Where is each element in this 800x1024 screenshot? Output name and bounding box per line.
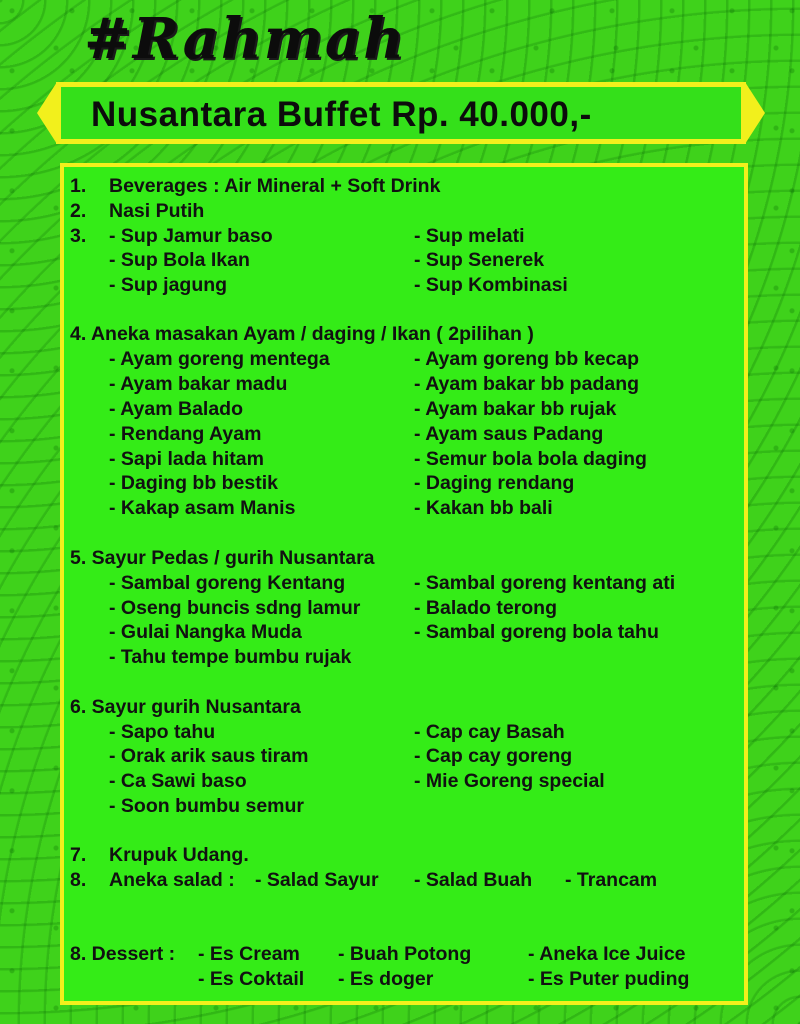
list-item: - Es Cream [198,943,300,965]
list-item: - Ayam goreng bb kecap [414,348,640,370]
list-item: - Rendang Ayam [109,423,262,445]
section-1-number: 1. [70,175,87,197]
list-item: - Daging rendang [414,472,575,494]
list-item: - Cap cay Basah [414,721,565,743]
list-item: - Sup Jamur baso [109,225,273,247]
list-item: - Sup Senerek [414,249,545,271]
banner-title: Nusantara Buffet Rp. 40.000,- [91,95,592,134]
list-item: - Aneka Ice Juice [528,943,686,965]
title-banner [56,82,746,144]
list-item: - Soon bumbu semur [109,795,304,817]
section-2-number: 2. [70,200,87,222]
section-6-title: 6. Sayur gurih Nusantara [70,696,301,718]
list-item: - Trancam [565,869,658,891]
list-item: - Es doger [338,968,434,990]
section-8-label: Aneka salad : [109,869,235,891]
section-7-number: 7. [70,844,87,866]
list-item: - Ayam Balado [109,398,244,420]
list-item: - Gulai Nangka Muda [109,621,302,643]
section-1-text: Beverages : Air Mineral + Soft Drink [109,175,441,197]
list-item: - Sapi lada hitam [109,448,264,470]
list-item: - Ayam bakar bb rujak [414,398,617,420]
list-item: - Sup melati [414,225,525,247]
list-item: - Es Puter puding [528,968,690,990]
list-item: - Cap cay goreng [414,745,573,767]
list-item: - Ayam goreng mentega [109,348,330,370]
list-item: - Mie Goreng special [414,770,605,792]
list-item: - Ca Sawi baso [109,770,247,792]
list-item: - Sup Kombinasi [414,274,568,296]
list-item: - Kakap asam Manis [109,497,296,519]
list-item: - Ayam bakar bb padang [414,373,640,395]
list-item: - Es Coktail [198,968,305,990]
list-item: - Sapo tahu [109,721,216,743]
list-item: - Kakan bb bali [414,497,553,519]
list-item: - Sup Bola Ikan [109,249,250,271]
brand-logo-text: #Rahmah [84,6,406,72]
section-7-text: Krupuk Udang. [109,844,249,866]
list-item: - Oseng buncis sdng lamur [109,597,361,619]
section-5-title: 5. Sayur Pedas / gurih Nusantara [70,547,375,569]
section-2-text: Nasi Putih [109,200,205,222]
list-item: - Balado terong [414,597,558,619]
list-item: - Salad Buah [414,869,533,891]
list-item: - Salad Sayur [255,869,379,891]
list-item: - Ayam bakar madu [109,373,288,395]
list-item: - Orak arik saus tiram [109,745,309,767]
list-item: - Daging bb bestik [109,472,279,494]
list-item: - Buah Potong [338,943,472,965]
dessert-label: 8. Dessert : [70,943,176,965]
list-item: - Sambal goreng Kentang [109,572,346,594]
list-item: - Tahu tempe bumbu rujak [109,646,352,668]
list-item: - Sambal goreng bola tahu [414,621,659,643]
list-item: - Sup jagung [109,274,228,296]
list-item: - Semur bola bola daging [414,448,647,470]
section-4-title: 4. Aneka masakan Ayam / daging / Ikan ( 2pilihan ) [70,323,534,345]
section-3-number: 3. [70,225,87,247]
list-item: - Sambal goreng kentang ati [414,572,676,594]
list-item: - Ayam saus Padang [414,423,604,445]
section-8-number: 8. [70,869,87,891]
